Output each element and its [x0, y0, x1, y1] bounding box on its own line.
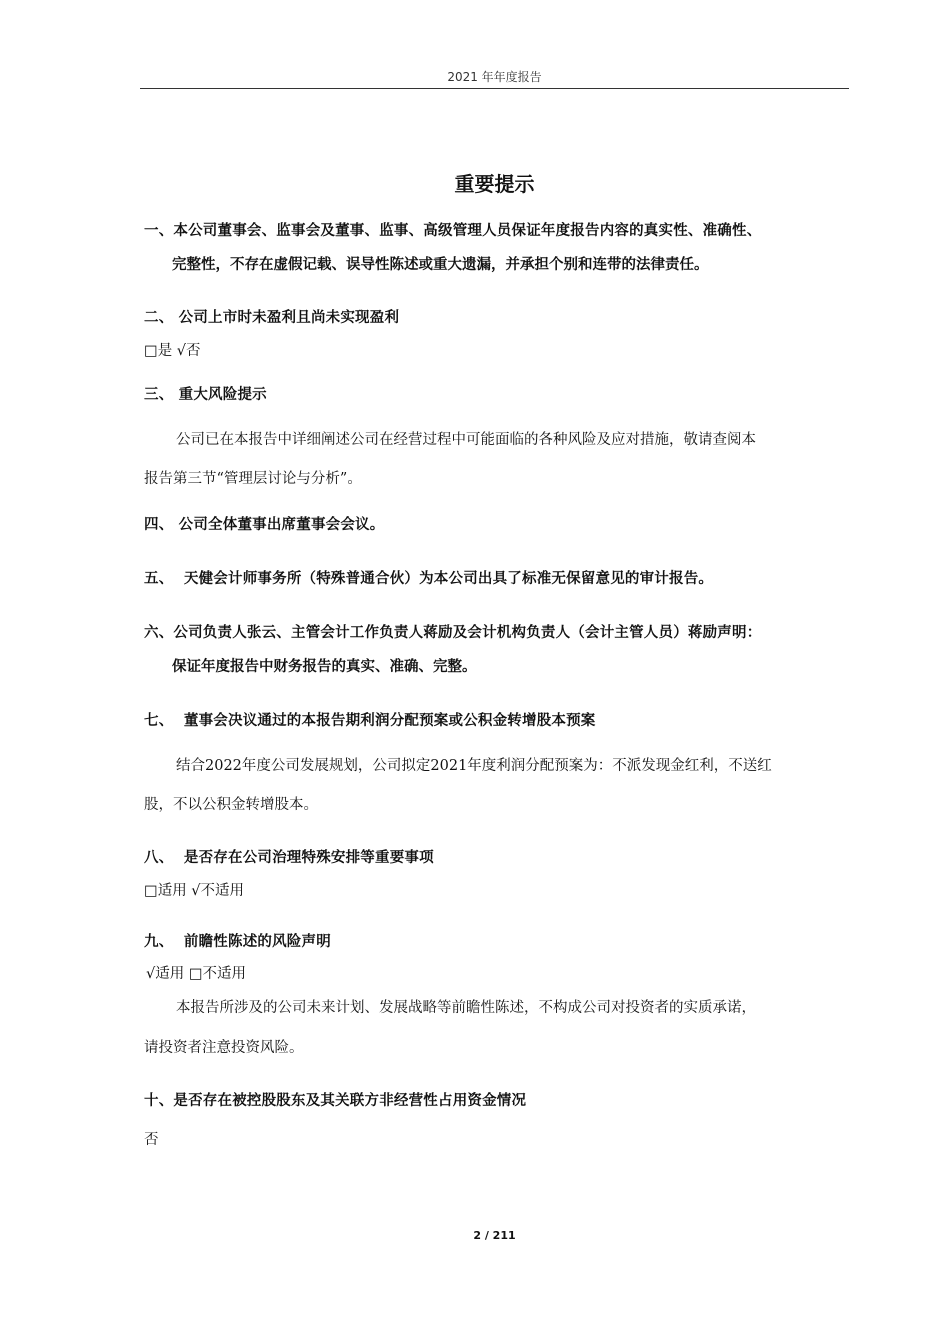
page-title: 重要提示: [454, 172, 535, 196]
section-7-para-line-1: 结合2022年度公司发展规划，公司拟定2021年度利润分配预案为：不派发现金红利，不送红: [176, 758, 772, 774]
section-9-heading: [144, 930, 331, 951]
section-3-para-line-2: 报告第三节“管理层讨论与分析”。: [144, 471, 362, 487]
section-6-line-1: 公司负责人张云、主管会计工作负责人蒋励及会计机构负责人（会计主管人员）蒋励声明：: [173, 625, 762, 641]
section-9-para-line-1: 本报告所涉及的公司未来计划、发展战略等前瞻性陈述，不构成公司对投资者的实质承诺，: [176, 1000, 756, 1016]
report-header: 2021 年年度报告: [447, 70, 542, 84]
section-1-heading: [144, 219, 761, 240]
section-3-para-line-1: 公司已在本报告中详细阐述公司在经营过程中可能面临的各种风险及应对措施，敬请查阅本: [176, 432, 756, 448]
section-10-text: 是否存在被控股股东及其关联方非经营性占用资金情况: [173, 1093, 527, 1109]
section-6-heading: [144, 621, 761, 642]
section-8-heading: [144, 846, 434, 867]
section-7-para-line-2: 股，不以公积金转增股本。: [144, 797, 318, 813]
section-6-line-2: 保证年度报告中财务报告的真实、准确、完整。: [172, 659, 477, 675]
section-6-number: 六、: [144, 625, 174, 641]
section-10-heading: [144, 1089, 526, 1110]
section-3-text: 重大风险提示: [178, 387, 267, 403]
section-2-text: 公司上市时未盈利且尚未实现盈利: [178, 310, 400, 326]
section-1-line-2: 完整性，不存在虚假记载、误导性陈述或重大遗漏，并承担个别和连带的法律责任。: [172, 257, 709, 273]
section-3-heading: [144, 383, 267, 404]
section-2-number: 二、: [144, 310, 174, 326]
section-9-number: 九、: [144, 934, 174, 950]
section-10-answer: 否: [144, 1132, 159, 1148]
section-10-number: 十、: [144, 1093, 174, 1109]
section-7-text: 董事会决议通过的本报告期利润分配预案或公积金转增股本预案: [183, 713, 596, 729]
section-9-para-line-2: 请投资者注意投资风险。: [144, 1040, 304, 1056]
section-4-heading: [144, 513, 384, 534]
section-3-number: 三、: [144, 387, 174, 403]
section-7-number: 七、: [144, 713, 174, 729]
header-divider: [140, 88, 849, 89]
section-8-text: 是否存在公司治理特殊安排等重要事项: [183, 850, 434, 866]
section-1-number: 一、: [144, 223, 174, 239]
section-2-heading: [144, 306, 399, 327]
section-4-text: 公司全体董事出席董事会会议。: [178, 517, 385, 533]
section-5-text: 天健会计师事务所（特殊普通合伙）为本公司出具了标准无保留意见的审计报告。: [183, 571, 714, 587]
section-2-choice: □是 √否: [144, 343, 201, 359]
page-number: 2 / 211: [473, 1229, 516, 1242]
section-5-number: 五、: [144, 571, 174, 587]
section-4-number: 四、: [144, 517, 174, 533]
section-9-choice: √适用 □不适用: [146, 966, 247, 982]
section-9-text: 前瞻性陈述的风险声明: [183, 934, 331, 950]
section-1-line-1: 本公司董事会、监事会及董事、监事、高级管理人员保证年度报告内容的真实性、准确性、: [173, 223, 762, 239]
section-8-number: 八、: [144, 850, 174, 866]
section-8-choice: □适用 √不适用: [144, 883, 245, 899]
section-7-heading: [144, 709, 596, 730]
section-5-heading: [144, 567, 713, 588]
